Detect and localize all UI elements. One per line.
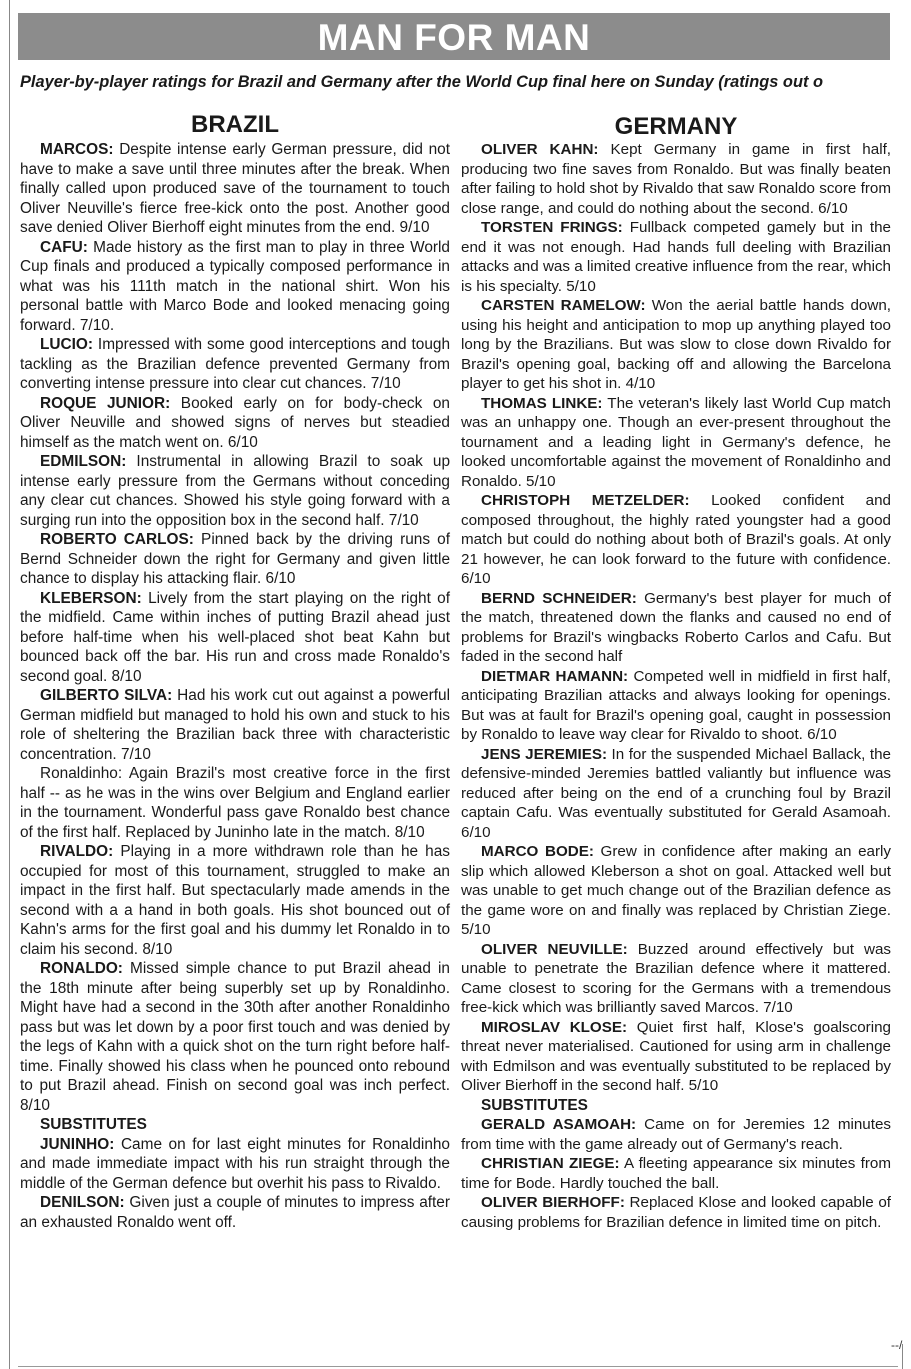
player-name: RONALDO: — [40, 960, 123, 977]
player-rating-entry — [20, 1193, 450, 1232]
player-rating-entry — [20, 394, 450, 453]
player-rating-text: Playing in a more withdrawn role than he has occupied for most of this tournament, struggled to make an impact in the first half. But spectacularly made amends in the second with a a hand in both goals. His shot bounced out of Kahn's arms for the first goal and his dummy let Ronaldo in to claim his second. 8/10 — [20, 843, 450, 958]
player-name: JUNINHO: — [40, 1135, 115, 1153]
player-name: ROBERTO CARLOS: — [40, 531, 194, 548]
player-rating-text: The veteran's likely last World Cup match was an unhappy one. Though an ever-present throughout the tournament and a leading light in Germany's defence, he looked uncomfortable against the movement of Ronaldinho and Ronaldo. 5/10 — [461, 394, 891, 490]
player-name: OLIVER KAHN: — [481, 141, 599, 158]
player-rating-text: Ronaldinho: Again Brazil's most creative force in the first half -- as he was in the wins over Belgium and England earlier in the tournament. Wonderful pass gave Ronaldo best chance of the first half. Replaced by Juninho late in the match. 8/10 — [20, 765, 450, 841]
player-rating-text: Came on for last eight minutes for Ronaldinho and made immediate impact with his run straight through the middle of the German defence but overhit his pass to Rivaldo. — [20, 1135, 450, 1192]
player-rating-text: Came on for Jeremies 12 minutes from time with the game already out of Germany's reach. — [461, 1116, 891, 1153]
player-rating-entry — [20, 238, 450, 336]
player-name: MIROSLAV KLOSE: — [481, 1018, 628, 1036]
player-rating-entry — [20, 335, 450, 394]
brazil-column — [20, 108, 450, 1232]
headline-banner — [18, 13, 890, 60]
player-rating-text: Instrumental in allowing Brazil to soak up intense early pressure from the Germans without conceding any clear cut chances. Showed his style going forward with a surging run into the opposition box in the second half. 7/10 — [20, 453, 450, 529]
germany-column — [461, 108, 891, 1232]
player-name: GILBERTO SILVA: — [40, 687, 173, 704]
player-rating-text: Kept Germany in game in first half, producing two fine saves from Ronaldo. But was finally beaten after failing to hold shot by Rivaldo that saw Ronaldo score from close range, and could do nothing about the second. 6/10 — [461, 141, 892, 217]
player-rating-text: Booked early on for body-check on Oliver Neuville and showed signs of nerves but steadied himself as the match went on. 6/10 — [20, 394, 450, 451]
player-rating-entry — [461, 296, 891, 394]
player-rating-entry — [20, 686, 450, 764]
player-rating-entry — [461, 745, 891, 843]
player-rating-text: Pinned back by the driving runs of Bernd Schneider down the right for Germany and given little chance to display his attacking flair. 6/10 — [20, 531, 450, 587]
player-name: RIVALDO: — [40, 843, 114, 860]
player-name: TORSTEN FRINGS: — [481, 219, 623, 236]
player-rating-entry — [20, 764, 450, 842]
player-rating-text: In for the suspended Michael Ballack, the defensive-minded Jeremies battled valiantly but influence was reduced after being on the end of a crunching foul by Brazil captain Cafu. Was eventually substituted for Gerald Asamoah. 6/10 — [461, 745, 891, 841]
player-rating-entry — [461, 218, 891, 296]
player-rating-text: Replaced Klose and looked capable of causing problems for Brazilian defence in limited time on pitch. — [461, 1194, 891, 1231]
player-name: THOMAS LINKE: — [481, 394, 603, 412]
player-rating-entry — [461, 1193, 891, 1232]
player-rating-entry — [461, 940, 891, 1018]
brazil-player-list — [20, 140, 450, 1115]
player-rating-entry — [461, 1115, 891, 1154]
player-rating-text: Missed simple chance to put Brazil ahead in the 18th minute after being superbly set up by Ronaldinho. Might have had a second in the 30th after another Ronaldinho pass but was let down by a poor first touch and was denied by the legs of Kahn with a quick shot on the turn right before half-time. Finally showed his class when he pounced onto rebound to put Brazil ahead. Finish on second goal was inch perfect. 8/10 — [20, 960, 450, 1114]
player-rating-text: Germany's best player for much of the match, threatened down the flanks and caused no end of problems for Brazil's wingbacks Roberto Carlos and Cafu. But faded in the second half — [461, 589, 891, 665]
player-rating-text: Competed well in midfield in first half, anticipating Brazilian attacks and always looking for openings. But was at fault for Brazil's opening goal, caught in possession by Ronaldo to leave way clear for Rivaldo to shoot. 6/10 — [461, 667, 891, 743]
player-name: DIETMAR HAMANN: — [481, 667, 629, 685]
germany-heading: GERMANY — [614, 113, 738, 140]
player-rating-entry — [20, 530, 450, 589]
player-name: KLEBERSON: — [40, 589, 142, 607]
player-name: CHRISTIAN ZIEGE: — [481, 1155, 620, 1172]
brazil-subs-heading: SUBSTITUTES — [40, 1116, 147, 1133]
continuation-mark: --/ — [891, 1338, 903, 1352]
player-rating-entry — [461, 842, 891, 940]
player-name: GERALD ASAMOAH: — [481, 1116, 637, 1133]
player-rating-entry — [461, 589, 891, 667]
player-rating-entry — [20, 959, 450, 1115]
player-rating-text: Won the aerial battle hands down, using his height and anticipation to mop up anything played too long by the Brazilians. But was slow to close down Rivaldo for Brazil's opening goal, backing off and allowing the Barcelona player to get his shot in. 4/10 — [461, 297, 891, 392]
brazil-heading: BRAZIL — [191, 111, 279, 138]
player-rating-entry — [461, 667, 891, 745]
player-rating-text: Quiet first half, Klose's goalscoring threat never materialised. Cautioned for using arm in challenge with Edmilson and was eventually substituted to be replaced by Oliver Bierhoff in the second half. 5/10 — [461, 1018, 892, 1094]
player-rating-entry — [461, 491, 891, 589]
player-name: ROQUE JUNIOR: — [40, 394, 171, 412]
player-rating-text: Lively from the start playing on the right of the midfield. Came within inches of putting Brazil ahead just before half-time when his well-placed shot beat Kahn but bounced back off the bar. His run and cross made Ronaldo's second goal. 8/10 — [20, 589, 450, 685]
player-rating-text: Looked confident and composed throughout, the highly rated youngster had a good match but could do nothing about both of Brazil's goals. At only 21 however, he can look forward to the future with confidence. 6/10 — [461, 492, 891, 587]
player-rating-text: Impressed with some good interceptions and tough tackling as the Brazilian defence prevented Germany from converting intense pressure into clear cut chances. 7/10 — [20, 336, 450, 392]
player-rating-entry — [461, 394, 891, 492]
player-rating-text: Had his work cut out against a powerful German midfield but managed to hold his own and stuck to his role of sheltering the Brazilian back three with characteristic concentration. 7/10 — [20, 687, 450, 763]
player-rating-text: Grew in confidence after making an early slip which allowed Kleberson a shot on goal. Attacked well but was unable to get much change out of the Brazilian defence as the game wore on and finally was replaced by Christian Ziege. 5/10 — [461, 843, 892, 938]
player-rating-entry — [20, 589, 450, 687]
standfirst: Player-by-player ratings for Brazil and Germany after the World Cup final here on Sunday (ratings out o — [20, 73, 823, 91]
player-rating-text: Despite intense early German pressure, did not have to make a save until three minutes after the break. When finally called upon produced save of the tournament to touch Oliver Neuville's fierce free-kick onto the post. Another good save denied Oliver Bierhoff eight minutes from the end. 9/10 — [20, 141, 450, 236]
player-name: DENILSON: — [40, 1194, 125, 1211]
player-rating-entry — [20, 452, 450, 530]
germany-subs-list — [461, 1115, 891, 1232]
player-rating-text: Made history as the first man to play in three World Cup finals and produced a typically composed performance in what was his 111th match in the national shirt. Won his personal battle with Marco Bode and looked menacing going forward. 7/10. — [20, 238, 450, 334]
player-rating-text: Buzzed around effectively but was unable to penetrate the Brazilian defence where it mattered. Came closest to scoring for the Germans with a tremendous free-kick which was brilliantly saved Marcos. 7/10 — [461, 940, 892, 1016]
player-name: MARCOS: — [40, 141, 114, 158]
player-rating-entry — [20, 842, 450, 959]
player-name: MARCO BODE: — [481, 843, 594, 860]
bottom-rule — [18, 1366, 898, 1367]
player-name: JENS JEREMIES: — [481, 745, 608, 763]
player-name: CHRISTOPH METZELDER: — [481, 492, 690, 509]
player-name: BERND SCHNEIDER: — [481, 589, 637, 607]
player-name: OLIVER NEUVILLE: — [481, 940, 628, 958]
headline: MAN FOR MAN — [317, 16, 591, 58]
player-rating-entry — [461, 1018, 891, 1096]
left-column-rule — [9, 0, 10, 1369]
germany-subs-heading: SUBSTITUTES — [481, 1096, 588, 1114]
player-rating-entry — [20, 1135, 450, 1194]
player-name: CARSTEN RAMELOW: — [481, 297, 646, 314]
player-rating-text: Fullback competed gamely but in the end it was not enough. Had hands full deeling with Brazilian attacks and was a limited creative influence from the rear, which is his specialty. 5/10 — [461, 219, 891, 295]
player-rating-entry — [20, 140, 450, 238]
player-name: EDMILSON: — [40, 453, 127, 470]
player-rating-text: A fleeting appearance six minutes from time for Bode. Hardly touched the ball. — [461, 1155, 891, 1192]
player-rating-text: Given just a couple of minutes to impress after an exhausted Ronaldo went off. — [20, 1194, 450, 1231]
player-name: CAFU: — [40, 238, 88, 256]
player-name: OLIVER BIERHOFF: — [481, 1194, 625, 1211]
player-name: LUCIO: — [40, 336, 94, 353]
brazil-subs-list — [20, 1135, 450, 1233]
player-rating-entry — [461, 1154, 891, 1193]
player-rating-entry — [461, 140, 891, 218]
germany-player-list — [461, 140, 891, 1096]
